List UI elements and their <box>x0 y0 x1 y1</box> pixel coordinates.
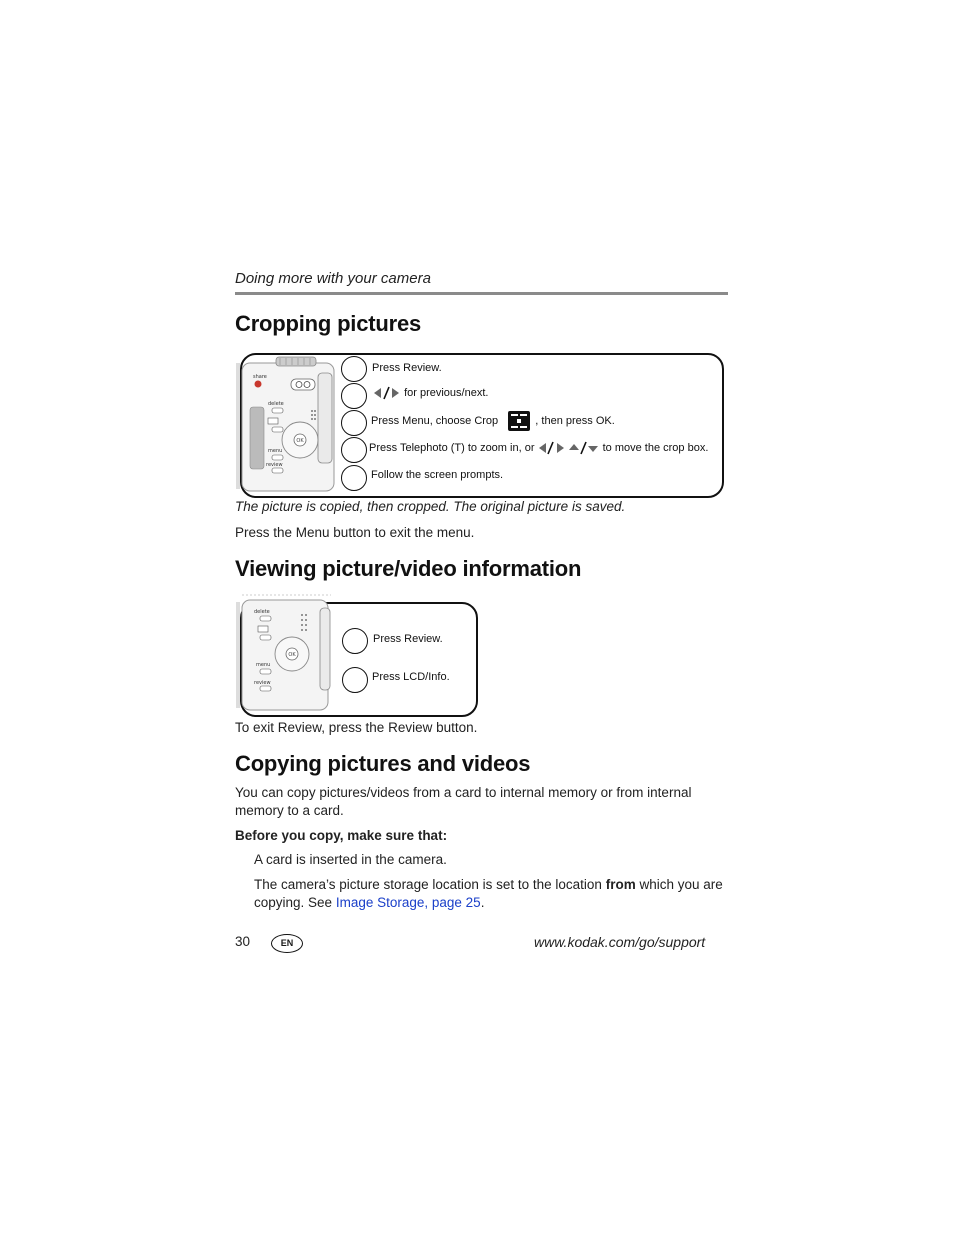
running-header: Doing more with your camera <box>235 270 431 287</box>
camera-label-ok-2: OK <box>288 652 296 658</box>
step-4-marker <box>341 437 367 463</box>
crop-step-3-text-a: Press Menu, choose Crop <box>371 414 499 427</box>
crop-step-4-text-a: Press Telephoto (T) to zoom in, or <box>369 441 535 454</box>
crop-step-4-text-b: to move the crop box. <box>602 441 709 454</box>
camera-label-review-2: review <box>254 680 271 686</box>
section-heading-cropping: Cropping pictures <box>235 311 422 336</box>
header-rule <box>235 292 728 295</box>
copying-subheading: Before you copy, make sure that: <box>235 828 448 843</box>
camera-back-illustration-2 <box>236 594 336 716</box>
camera-label-share: share <box>253 374 267 380</box>
image-storage-link[interactable]: Image Storage, page 25 <box>335 895 481 910</box>
camera-label-menu-2: menu <box>256 662 271 668</box>
crop-step-2-row <box>373 385 488 401</box>
step-2-marker <box>341 383 367 409</box>
step-3-marker <box>341 410 367 436</box>
copying-bullet-2-bold: from <box>605 877 636 892</box>
crop-step-3-text-b: , then press OK. <box>535 414 615 427</box>
section-heading-copying: Copying pictures and videos <box>235 751 531 776</box>
copying-intro: You can copy pictures/videos from a card to internal memory or from internal memory to a card. <box>235 785 692 818</box>
view-step-2-marker <box>342 667 368 693</box>
view-step-1-marker <box>342 628 368 654</box>
crop-step-3-row <box>371 410 615 432</box>
share-button-dot <box>255 381 262 388</box>
support-url[interactable]: www.kodak.com/go/support <box>534 934 706 950</box>
four-way-arrows-icon <box>538 440 600 456</box>
camera-back-illustration <box>236 355 336 495</box>
step-5-marker <box>341 465 367 491</box>
section-heading-viewing: Viewing picture/video information <box>235 556 582 581</box>
viewing-exit-text: To exit Review, press the Review button. <box>235 720 478 735</box>
copying-bullet-2-end: . <box>480 895 485 910</box>
view-step-2-text: Press LCD/Info. <box>372 671 450 683</box>
copying-bullet-2-text-a: The camera’s picture storage location is set to the location <box>254 877 602 892</box>
language-badge: EN <box>271 934 303 953</box>
copying-bullet-1: A card is inserted in the camera. <box>254 852 447 867</box>
left-right-arrows-icon <box>373 385 401 401</box>
page-number: 30 <box>235 934 251 949</box>
copying-bullet-2-text-b: which you are copying. See <box>254 877 723 910</box>
cropping-note: The picture is copied, then cropped. The original picture is saved. <box>235 499 626 514</box>
camera-label-menu: menu <box>268 448 283 454</box>
camera-label-delete-2: delete <box>254 609 270 615</box>
crop-step-2-text: for previous/next. <box>404 386 489 399</box>
copying-bullet-2 <box>254 876 730 912</box>
camera-label-review: review <box>266 462 283 468</box>
crop-step-5-text: Follow the screen prompts. <box>371 469 504 481</box>
cropping-exit-text: Press the Menu button to exit the menu. <box>235 525 475 540</box>
step-1-marker <box>341 356 367 382</box>
crop-icon <box>507 410 531 432</box>
camera-label-ok: OK <box>296 438 304 444</box>
view-step-1-text: Press Review. <box>373 633 443 645</box>
camera-label-delete: delete <box>268 401 284 407</box>
crop-step-4-row <box>369 440 708 456</box>
crop-step-1-text: Press Review. <box>372 362 442 374</box>
